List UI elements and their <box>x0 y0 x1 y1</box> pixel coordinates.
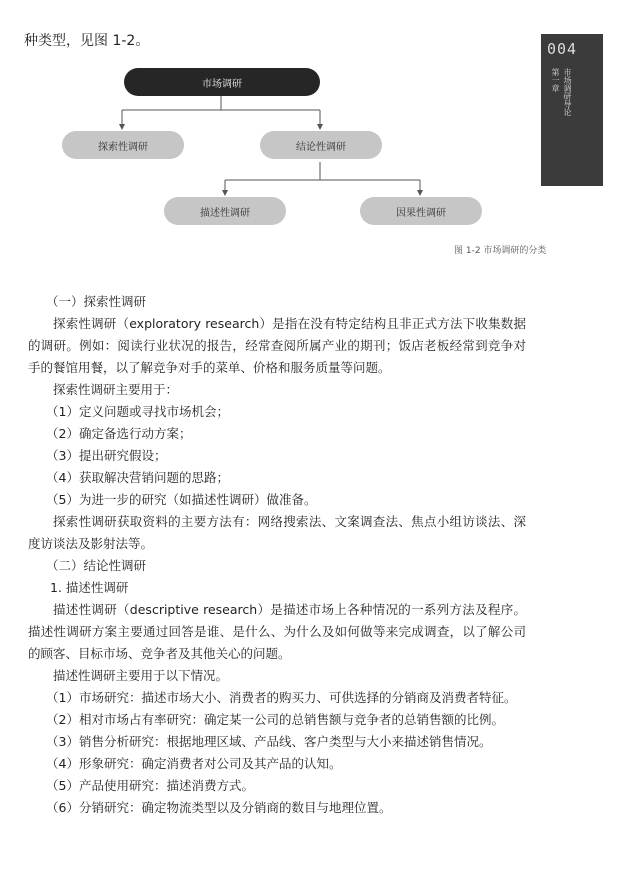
classification-diagram <box>0 0 628 260</box>
diagram-connectors <box>0 0 628 260</box>
paragraph-descriptive-uses: 描述性调研主要用于以下情况。 <box>53 668 229 683</box>
paragraph-exploratory-definition: 探索性调研（exploratory research）是指在没有特定结构且非正式方法下收集数据的调研。例如：阅读行业状况的报告，经常查阅所属产业的期刊；饭店老板经常到竞争对手的餐馆用餐，以了解竞争对手的菜单、价格和服务质量等问题。 <box>28 316 526 375</box>
list-descriptive-item: （2）相对市场占有率研究：确定某一公司的总销售额与竞争者的总销售额的比例。 <box>46 712 504 727</box>
heading-conclusive: （二）结论性调研 <box>46 558 147 573</box>
list-exploratory-item: （5）为进一步的研究（如描述性调研）做准备。 <box>46 492 317 507</box>
list-descriptive-item: （6）分销研究：确定物流类型以及分销商的数目与地理位置。 <box>46 800 392 815</box>
node-descriptive-research: 描述性调研 <box>164 197 286 225</box>
arrow-causal <box>417 190 423 196</box>
intro-text: 种类型，见图 1-2。 <box>24 33 150 49</box>
arrow-conclusive <box>317 124 323 130</box>
list-exploratory-item: （4）获取解决营销问题的思路； <box>46 470 229 485</box>
page-number: 004 <box>547 40 578 58</box>
chapter-title: 市场调研导论 <box>563 68 572 116</box>
node-market-research: 市场调研 <box>124 68 320 96</box>
node-causal-research: 因果性调研 <box>360 197 482 225</box>
heading-exploratory: （一）探索性调研 <box>46 294 147 309</box>
list-exploratory-item: （1）定义问题或寻找市场机会； <box>46 404 229 419</box>
list-descriptive-item: （3）销售分析研究：根据地理区域、产品线、客户类型与大小来描述销售情况。 <box>46 734 492 749</box>
node-exploratory-research: 探索性调研 <box>62 131 184 159</box>
paragraph-exploratory-uses: 探索性调研主要用于： <box>53 382 179 397</box>
figure-caption: 图 1-2 市场调研的分类 <box>454 246 547 256</box>
arrow-exploratory <box>119 124 125 130</box>
body-text <box>28 291 526 819</box>
chapter-label: 第一章 <box>551 68 560 92</box>
paragraph-descriptive-definition: 描述性调研（descriptive research）是描述市场上各种情况的一系列方法及程序。描述性调研方案主要通过回答是谁、是什么、为什么及如何做等来完成调查，以了解公司的顾客、目标市场、竞争者及其他关心的问题。 <box>28 602 526 661</box>
list-descriptive-item: （1）市场研究：描述市场大小、消费者的购买力、可供选择的分销商及消费者特征。 <box>46 690 517 705</box>
list-exploratory-item: （2）确定备选行动方案； <box>46 426 192 441</box>
node-conclusive-research: 结论性调研 <box>260 131 382 159</box>
paragraph-exploratory-methods: 探索性调研获取资料的主要方法有：网络搜索法、文案调查法、焦点小组访谈法、深度访谈法及影射法等。 <box>28 514 526 551</box>
list-descriptive-item: （5）产品使用研究：描述消费方式。 <box>46 778 254 793</box>
arrow-descriptive <box>222 190 228 196</box>
list-exploratory-item: （3）提出研究假设； <box>46 448 167 463</box>
heading-descriptive: 1. 描述性调研 <box>50 580 129 595</box>
list-descriptive-item: （4）形象研究：确定消费者对公司及其产品的认知。 <box>46 756 342 771</box>
